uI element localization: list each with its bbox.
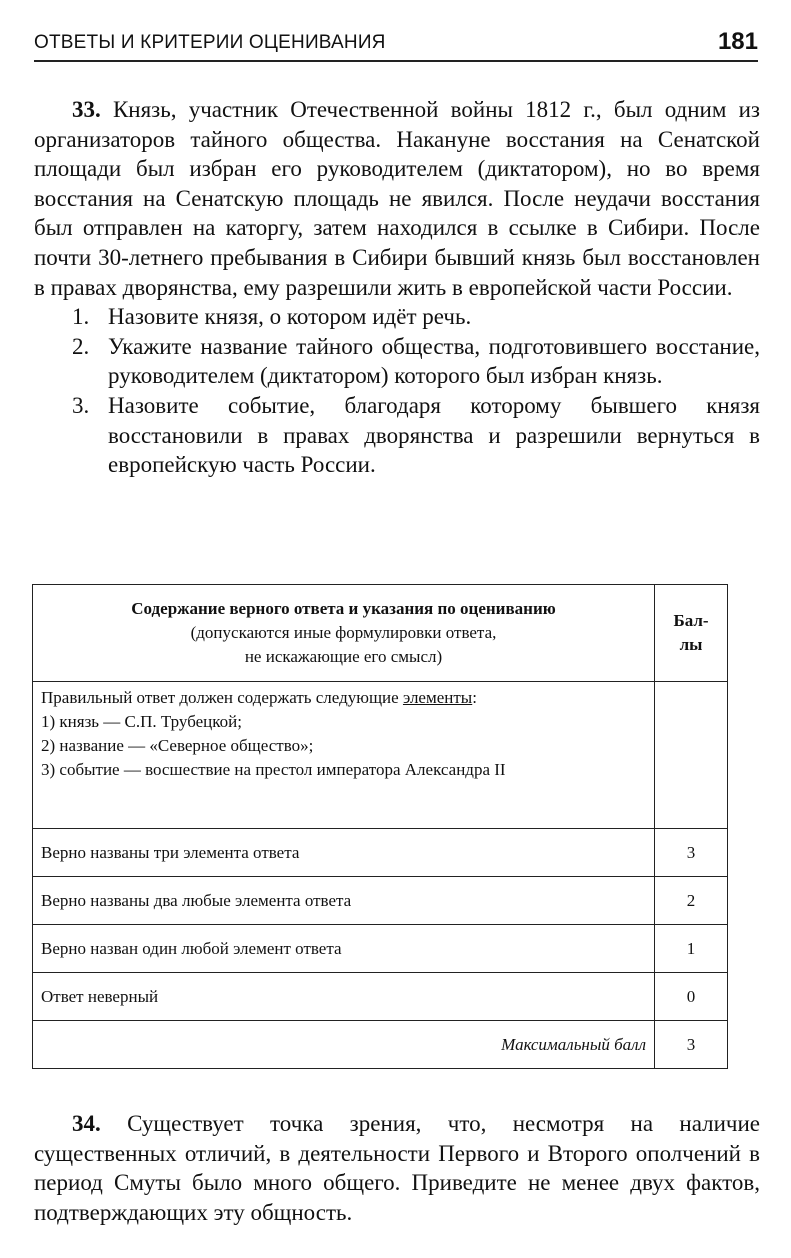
item-number: 1. (72, 304, 90, 330)
criteria-score: 3 (655, 829, 728, 877)
question-34-text (34, 1109, 760, 1227)
criteria-desc: Верно названы три элемента ответа (33, 829, 655, 877)
header-answer-note-2: не искажающие его смысл) (244, 647, 443, 666)
question-33-items (34, 302, 760, 480)
criteria-score: 0 (655, 973, 728, 1021)
question-33-item-1 (34, 302, 760, 332)
criteria-desc: Верно названы два любые элемента ответа (33, 877, 655, 925)
elements-intro-colon: : (472, 688, 477, 707)
criteria-row-0 (33, 973, 728, 1021)
item-text: Назовите событие, благодаря которому бывшего князя восстановили в правах дворянства и разрешили вернуться в европейскую часть России. (108, 392, 760, 478)
header-answer-note-1: (допускаются иные формулировки ответа, (190, 623, 497, 642)
criteria-score: 1 (655, 925, 728, 973)
question-33-item-2 (34, 332, 760, 391)
question-33-text (34, 95, 760, 302)
elements-intro-word: элементы (402, 688, 473, 707)
max-score-label: Максимальный балл (33, 1021, 655, 1069)
answer-element-3: 3) событие — восшествие на престол императора Александра II (41, 760, 506, 779)
criteria-desc: Верно назван один любой элемент ответа (33, 925, 655, 973)
question-34-body: Существует точка зрения, что, несмотря на наличие существенных отличий, в деятельности Первого и Второго ополчений в период Смуты было много общего. Приведите не менее двух фактов, подтверждающих эту общность. (34, 1111, 760, 1225)
item-text: Назовите князя, о котором идёт речь. (108, 304, 472, 330)
criteria-table (32, 584, 728, 1069)
header-score-line-1: Бал- (673, 611, 709, 630)
question-33-number: 33. (72, 97, 101, 122)
question-33 (34, 95, 760, 480)
criteria-score: 2 (655, 877, 728, 925)
question-34-number: 34. (72, 1111, 101, 1136)
header-score (655, 585, 728, 682)
page-header (34, 28, 758, 62)
answer-elements-row (33, 682, 728, 829)
max-score-value: 3 (655, 1021, 728, 1069)
running-title: ОТВЕТЫ И КРИТЕРИИ ОЦЕНИВАНИЯ (34, 32, 386, 53)
header-answer-content (33, 585, 655, 682)
answer-element-2: 2) название — «Северное общество»; (41, 736, 314, 755)
header-score-line-2: лы (679, 635, 703, 654)
question-33-body: Князь, участник Отечественной войны 1812 г., был одним из организаторов тайного общества. Накануне восстания на Сенатской площади был избран его руководителем (диктатором), но во время восстания на Сенатскую площадь не явился. После неудачи восстания был отправлен на каторгу, затем находился в ссылке в Сибири. После почти 30-летнего пребывания в Сибири бывший князь был восстановлен в правах дворянства, ему разрешили жить в европейской части России. (34, 97, 761, 300)
question-33-item-3 (34, 391, 760, 480)
criteria-desc: Ответ неверный (33, 973, 655, 1021)
item-text: Укажите название тайного общества, подготовившего восстание, руководителем (диктатором) которого был избран князь. (108, 333, 760, 389)
page-number: 181 (717, 28, 758, 55)
answer-elements-score (655, 682, 728, 829)
answer-element-1: 1) князь — С.П. Трубецкой; (41, 712, 242, 731)
criteria-row-1 (33, 925, 728, 973)
item-number: 3. (72, 392, 90, 418)
item-number: 2. (72, 333, 90, 359)
criteria-table-header (33, 585, 728, 682)
max-score-row (33, 1021, 728, 1069)
criteria-row-2 (33, 877, 728, 925)
criteria-row-3 (33, 829, 728, 877)
answer-elements (33, 682, 655, 829)
elements-intro: Правильный ответ должен содержать следующие (41, 688, 403, 707)
question-34 (34, 1109, 760, 1227)
header-answer-title: Содержание верного ответа и указания по оцениванию (131, 599, 556, 618)
